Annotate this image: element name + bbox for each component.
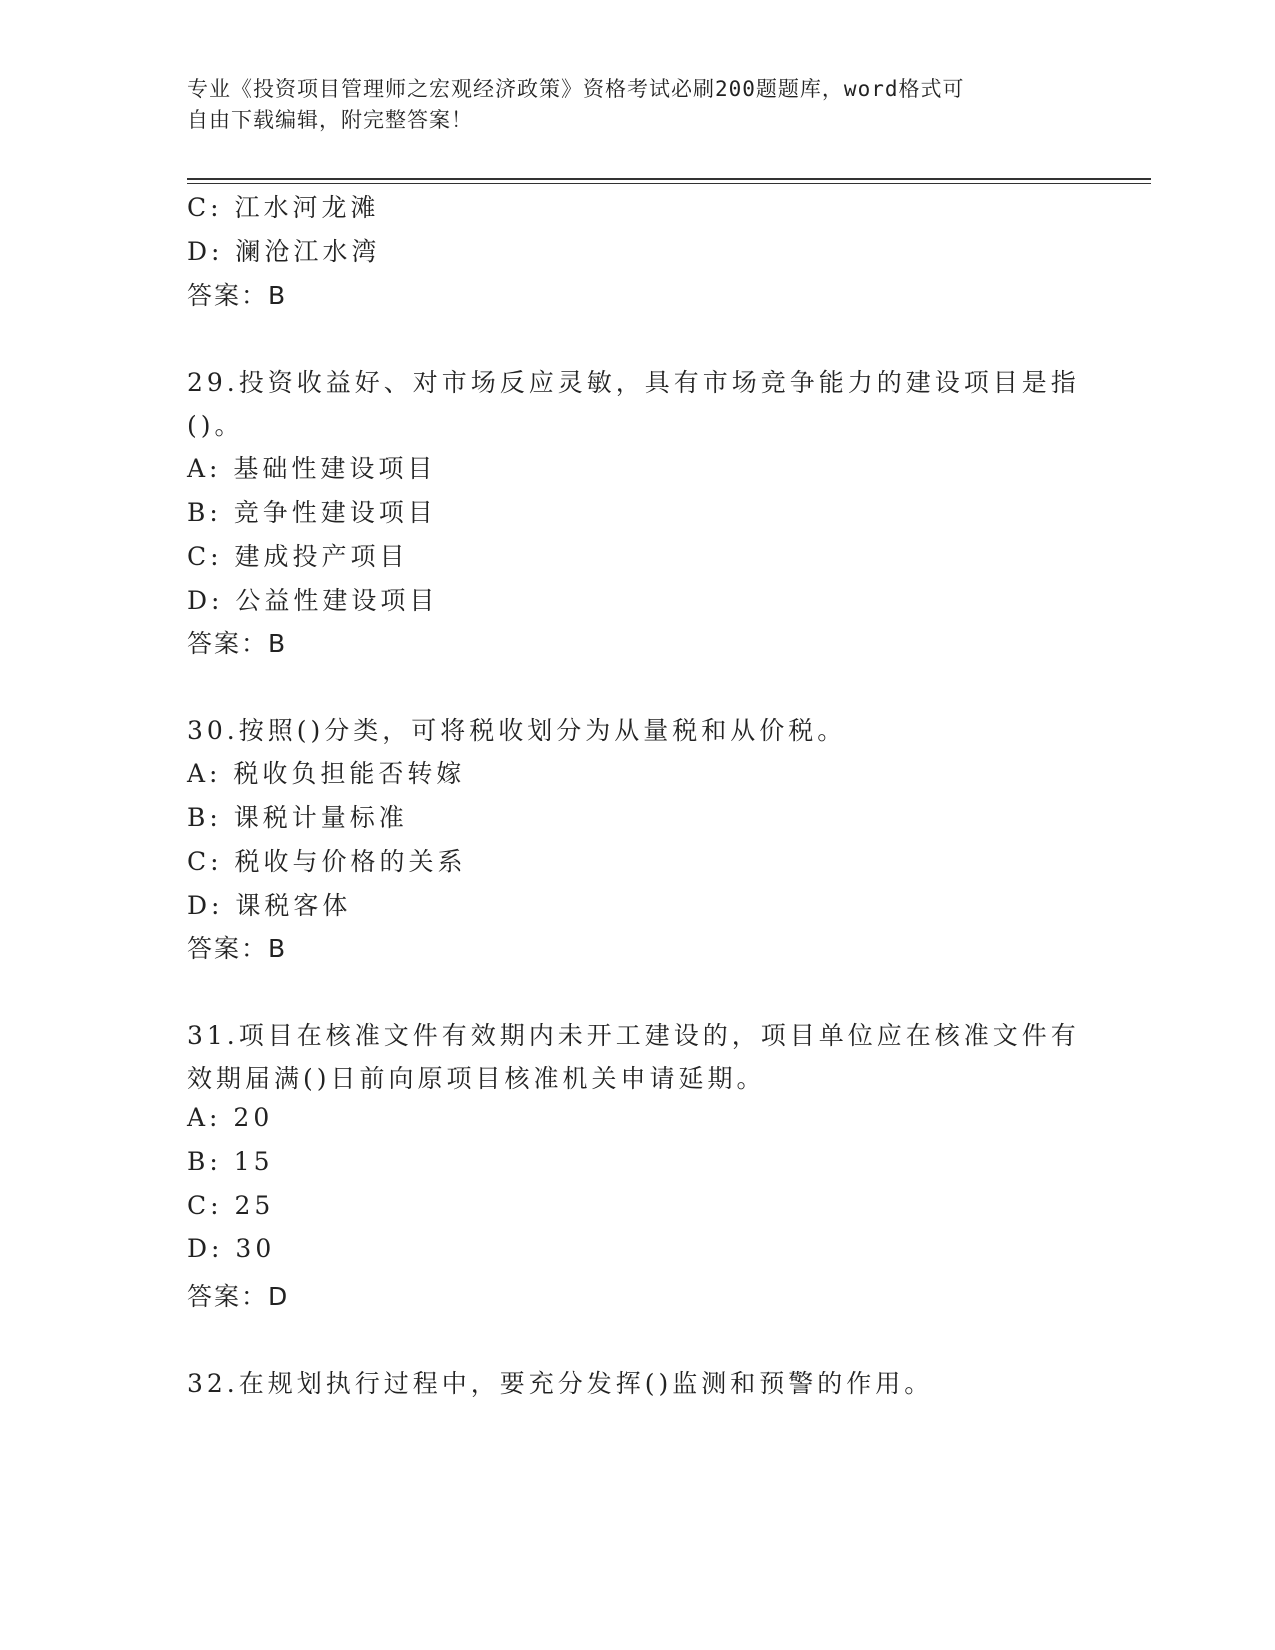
q30-option-d: D: 课税客体 (187, 891, 352, 920)
q29-stem-line-1: 29.投资收益好、对市场反应灵敏，具有市场竞争能力的建设项目是指 (187, 368, 1080, 397)
q29-option-a: A: 基础性建设项目 (187, 454, 437, 483)
q29-option-c: C: 建成投产项目 (187, 542, 409, 571)
q30-option-b: B: 课税计量标准 (187, 803, 408, 832)
q28-answer: 答案：B (187, 281, 288, 310)
q31-stem-line-1: 31.项目在核准文件有效期内未开工建设的，项目单位应在核准文件有 (187, 1021, 1080, 1050)
header-title-line-1: 专业《投资项目管理师之宏观经济政策》资格考试必刷200题题库，word格式可 (187, 77, 965, 101)
q29-answer: 答案：B (187, 629, 288, 658)
header-divider-thick (187, 178, 1151, 180)
q29-stem-line-2: ()。 (187, 411, 244, 440)
q32-stem-line-1: 32.在规划执行过程中，要充分发挥()监测和预警的作用。 (187, 1369, 934, 1398)
q31-option-c: C: 25 (187, 1191, 275, 1220)
q28-option-c: C: 江水河龙滩 (187, 193, 380, 222)
q30-option-c: C: 税收与价格的关系 (187, 847, 467, 876)
q29-option-d: D: 公益性建设项目 (187, 586, 439, 615)
q31-option-d: D: 30 (187, 1234, 276, 1263)
header-divider-thin (187, 183, 1151, 184)
q30-answer: 答案：B (187, 934, 288, 963)
q31-option-b: B: 15 (187, 1147, 274, 1176)
page-header (187, 74, 1067, 136)
q31-answer: 答案：D (187, 1282, 290, 1311)
q31-option-a: A: 20 (187, 1103, 274, 1132)
q29-option-b: B: 竞争性建设项目 (187, 498, 437, 527)
q28-option-d: D: 澜沧江水湾 (187, 237, 381, 266)
header-title-line-2: 自由下载编辑，附完整答案！ (187, 108, 473, 132)
q31-stem-line-2: 效期届满()日前向原项目核准机关申请延期。 (187, 1064, 766, 1093)
q30-stem-line-1: 30.按照()分类，可将税收划分为从量税和从价税。 (187, 716, 847, 745)
q30-option-a: A: 税收负担能否转嫁 (187, 759, 466, 788)
